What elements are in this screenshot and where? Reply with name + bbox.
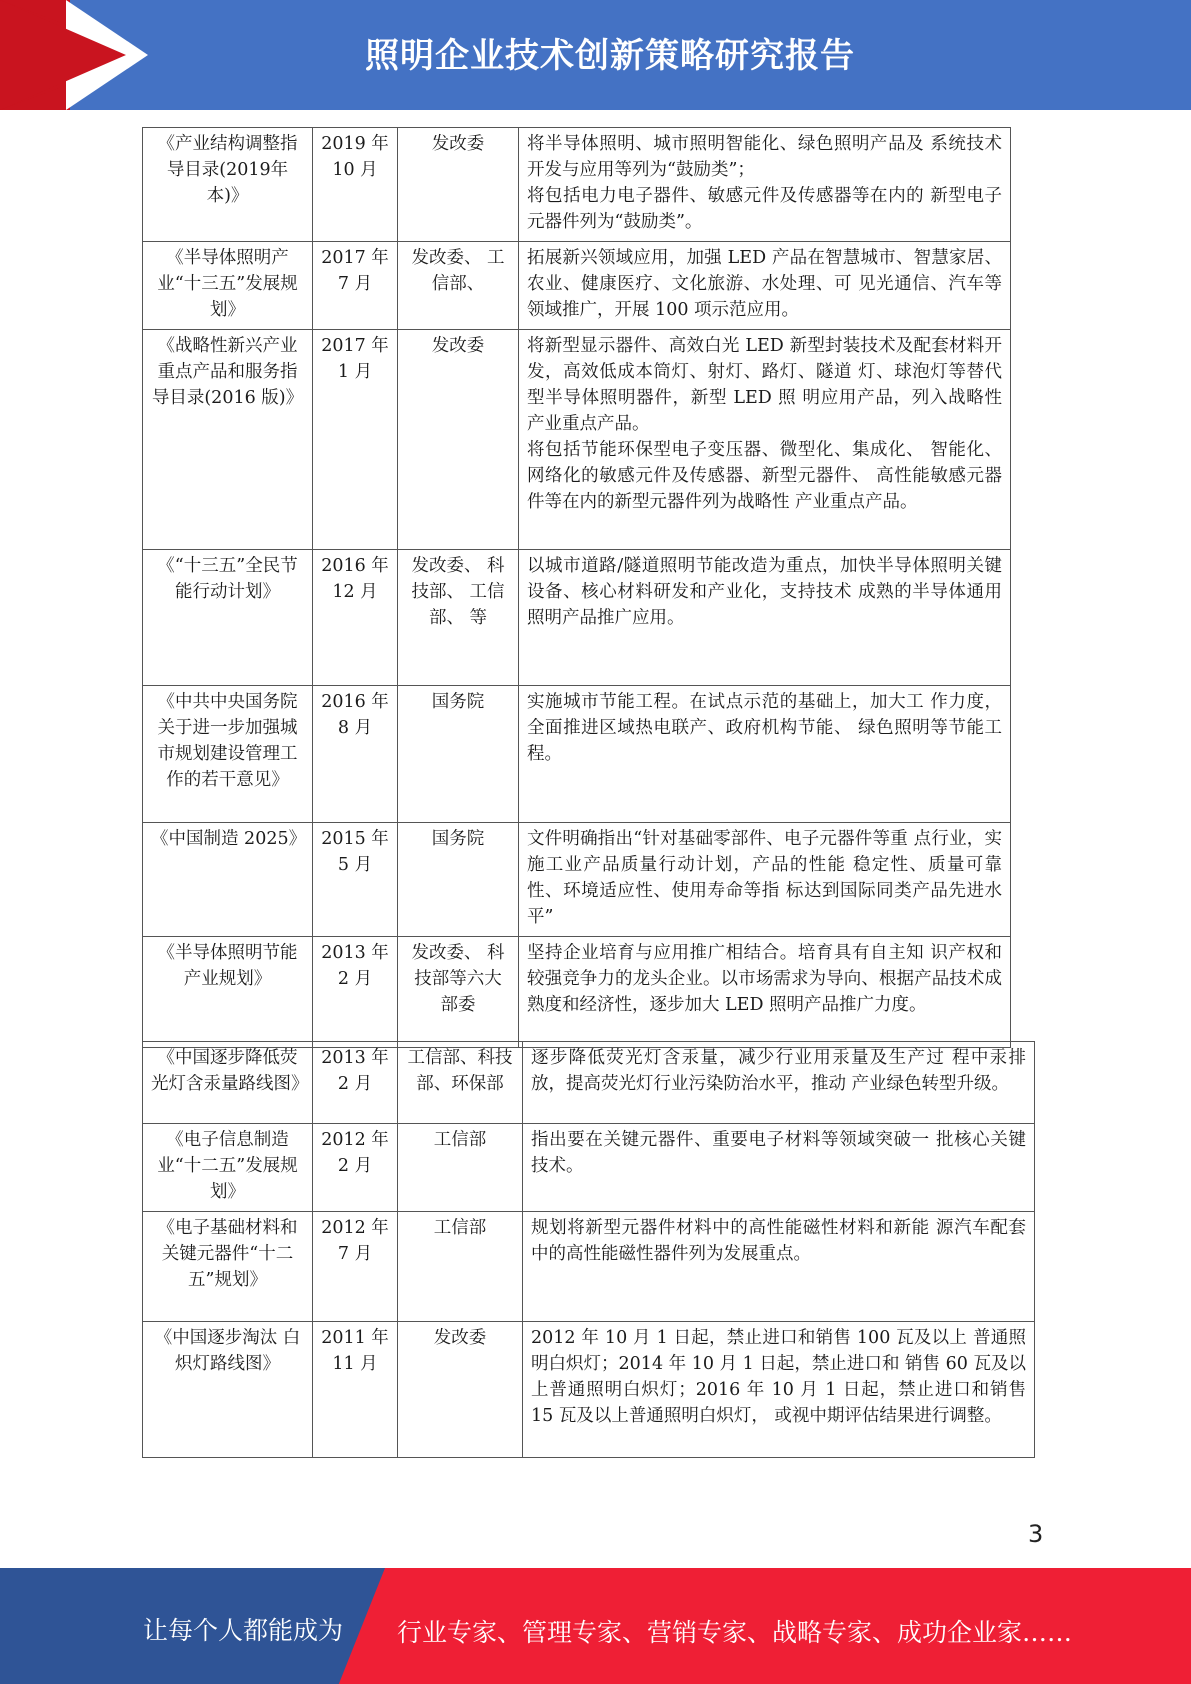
table-row	[143, 1212, 1035, 1322]
description-paragraph: 将半导体照明、城市照明智能化、绿色照明产品及 系统技术开发与应用等列为“鼓励类”；	[527, 134, 1002, 180]
description-paragraph: 将新型显示器件、高效白光 LED 新型封装技术及配套材料开发，高效低成本筒灯、射灯、路灯、隧道 灯、球泡灯等替代型半导体照明器件，新型 LED 照 明应用产品，列入战略性产业重点产品。	[527, 336, 1002, 434]
page-title: 照明企业技术创新策略研究报告	[365, 36, 855, 76]
policy-date: 2016 年 8 月	[313, 686, 398, 823]
policy-description	[523, 1322, 1035, 1458]
policy-department: 发改委、 科技部等六大部委	[398, 937, 519, 1048]
page-footer	[0, 1568, 1191, 1684]
policy-description	[519, 330, 1011, 550]
policy-name: 《电子信息制造业“十二五”发展规划》	[143, 1124, 313, 1212]
description-paragraph: 逐步降低荧光灯含汞量，减少行业用汞量及生产过 程中汞排放，提高荧光灯行业污染防治水平，推动 产业绿色转型升级。	[531, 1048, 1026, 1094]
policy-date: 2017 年 7 月	[313, 242, 398, 330]
policy-date: 2011 年 11 月	[313, 1322, 398, 1458]
policy-description	[519, 550, 1011, 686]
footer-slogan-right: 行业专家、管理专家、营销专家、战略专家、成功企业家……	[397, 1618, 1073, 1647]
policy-date: 2013 年 2 月	[313, 937, 398, 1048]
description-paragraph: 文件明确指出“针对基础零部件、电子元器件等重 点行业，实施工业产品质量行动计划，产品的性能 稳定性、质量可靠性、环境适应性、使用寿命等指 标达到国际同类产品先进水平”	[527, 829, 1002, 927]
description-paragraph: 以城市道路/隧道照明节能改造为重点，加快半导体照明关键设备、核心材料研发和产业化，支持技术 成熟的半导体通用照明产品推广应用。	[527, 556, 1002, 628]
policy-name: 《半导体照明节能产业规划》	[143, 937, 313, 1048]
policy-department: 国务院	[398, 823, 519, 937]
policy-description	[523, 1124, 1035, 1212]
policy-name: 《中共中央国务院关于进一步加强城市规划建设管理工作的若干意见》	[143, 686, 313, 823]
policy-date: 2016 年 12 月	[313, 550, 398, 686]
table-row	[143, 550, 1011, 686]
policy-name: 《战略性新兴产业重点产品和服务指导目录(2016 版)》	[143, 330, 313, 550]
table-row	[143, 1124, 1035, 1212]
table-row	[143, 330, 1011, 550]
policy-description	[519, 686, 1011, 823]
description-paragraph: 坚持企业培育与应用推广相结合。培育具有自主知 识产权和较强竞争力的龙头企业。以市场需求为导向、根据产品技术成熟度和经济性，逐步加大 LED 照明产品推广力度。	[527, 943, 1002, 1015]
description-paragraph: 2012 年 10 月 1 日起，禁止进口和销售 100 瓦及以上 普通照明白炽灯；2014 年 10 月 1 日起，禁止进口和 销售 60 瓦及以上普通照明白炽灯；2016 年 10 月 1 日起，禁止进口和销售 15 瓦及以上普通照明白炽灯， 或视中期评估结果进行调整。	[531, 1328, 1026, 1426]
policy-description	[519, 128, 1011, 242]
policy-name: 《电子基础材料和关键元器件“十二五”规划》	[143, 1212, 313, 1322]
policy-description	[519, 242, 1011, 330]
policy-table-2	[142, 1041, 1035, 1458]
description-paragraph: 将包括节能环保型电子变压器、微型化、集成化、 智能化、网络化的敏感元件及传感器、新型元器件、 高性能敏感元器件等在内的新型元器件列为战略性 产业重点产品。	[527, 440, 1002, 512]
description-paragraph: 拓展新兴领域应用，加强 LED 产品在智慧城市、智慧家居、农业、健康医疗、文化旅游、水处理、可 见光通信、汽车等领域推广，开展 100 项示范应用。	[527, 248, 1002, 320]
policy-description	[519, 937, 1011, 1048]
description-paragraph: 指出要在关键元器件、重要电子材料等领域突破一 批核心关键技术。	[531, 1130, 1026, 1176]
table-row	[143, 937, 1011, 1048]
table-row	[143, 242, 1011, 330]
policy-name: 《“十三五”全民节能行动计划》	[143, 550, 313, 686]
table-row	[143, 823, 1011, 937]
policy-date: 2015 年 5 月	[313, 823, 398, 937]
policy-department: 工信部	[398, 1124, 523, 1212]
policy-department: 工信部、科技部、环保部	[398, 1042, 523, 1124]
policy-description	[523, 1042, 1035, 1124]
policy-date: 2012 年 7 月	[313, 1212, 398, 1322]
policy-name: 《中国逐步降低荧光灯含汞量路线图》	[143, 1042, 313, 1124]
policy-department: 工信部	[398, 1212, 523, 1322]
policy-department: 国务院	[398, 686, 519, 823]
policy-department: 发改委、 工信部、	[398, 242, 519, 330]
page-number: 3	[1028, 1520, 1044, 1548]
policy-name: 《中国逐步淘汰 白炽灯路线图》	[143, 1322, 313, 1458]
page-header	[0, 0, 1191, 110]
policy-table-1	[142, 127, 1011, 1048]
policy-department: 发改委	[398, 330, 519, 550]
table-row	[143, 1042, 1035, 1124]
description-paragraph: 将包括电力电子器件、敏感元件及传感器等在内的 新型电子元器件列为“鼓励类”。	[527, 186, 1002, 232]
description-paragraph: 实施城市节能工程。在试点示范的基础上，加大工 作力度，全面推进区域热电联产、政府机构节能、 绿色照明等节能工程。	[527, 692, 1002, 764]
policy-description	[519, 823, 1011, 937]
policy-date: 2012 年 2 月	[313, 1124, 398, 1212]
policy-date: 2019 年 10 月	[313, 128, 398, 242]
policy-department: 发改委	[398, 128, 519, 242]
policy-department: 发改委、 科技部、 工信部、 等	[398, 550, 519, 686]
footer-slogan-left: 让每个人都能成为	[143, 1616, 344, 1645]
policy-department: 发改委	[398, 1322, 523, 1458]
table-row	[143, 1322, 1035, 1458]
policy-name: 《产业结构调整指导目录(2019年本)》	[143, 128, 313, 242]
policy-name: 《中国制造 2025》	[143, 823, 313, 937]
description-paragraph: 规划将新型元器件材料中的高性能磁性材料和新能 源汽车配套中的高性能磁性器件列为发展重点。	[531, 1218, 1026, 1264]
policy-date: 2013 年 2 月	[313, 1042, 398, 1124]
policy-date: 2017 年 1 月	[313, 330, 398, 550]
table-row	[143, 686, 1011, 823]
table-row	[143, 128, 1011, 242]
policy-name: 《半导体照明产业“十三五”发展规划》	[143, 242, 313, 330]
header-red-arrow-inner	[0, 0, 126, 110]
policy-description	[523, 1212, 1035, 1322]
